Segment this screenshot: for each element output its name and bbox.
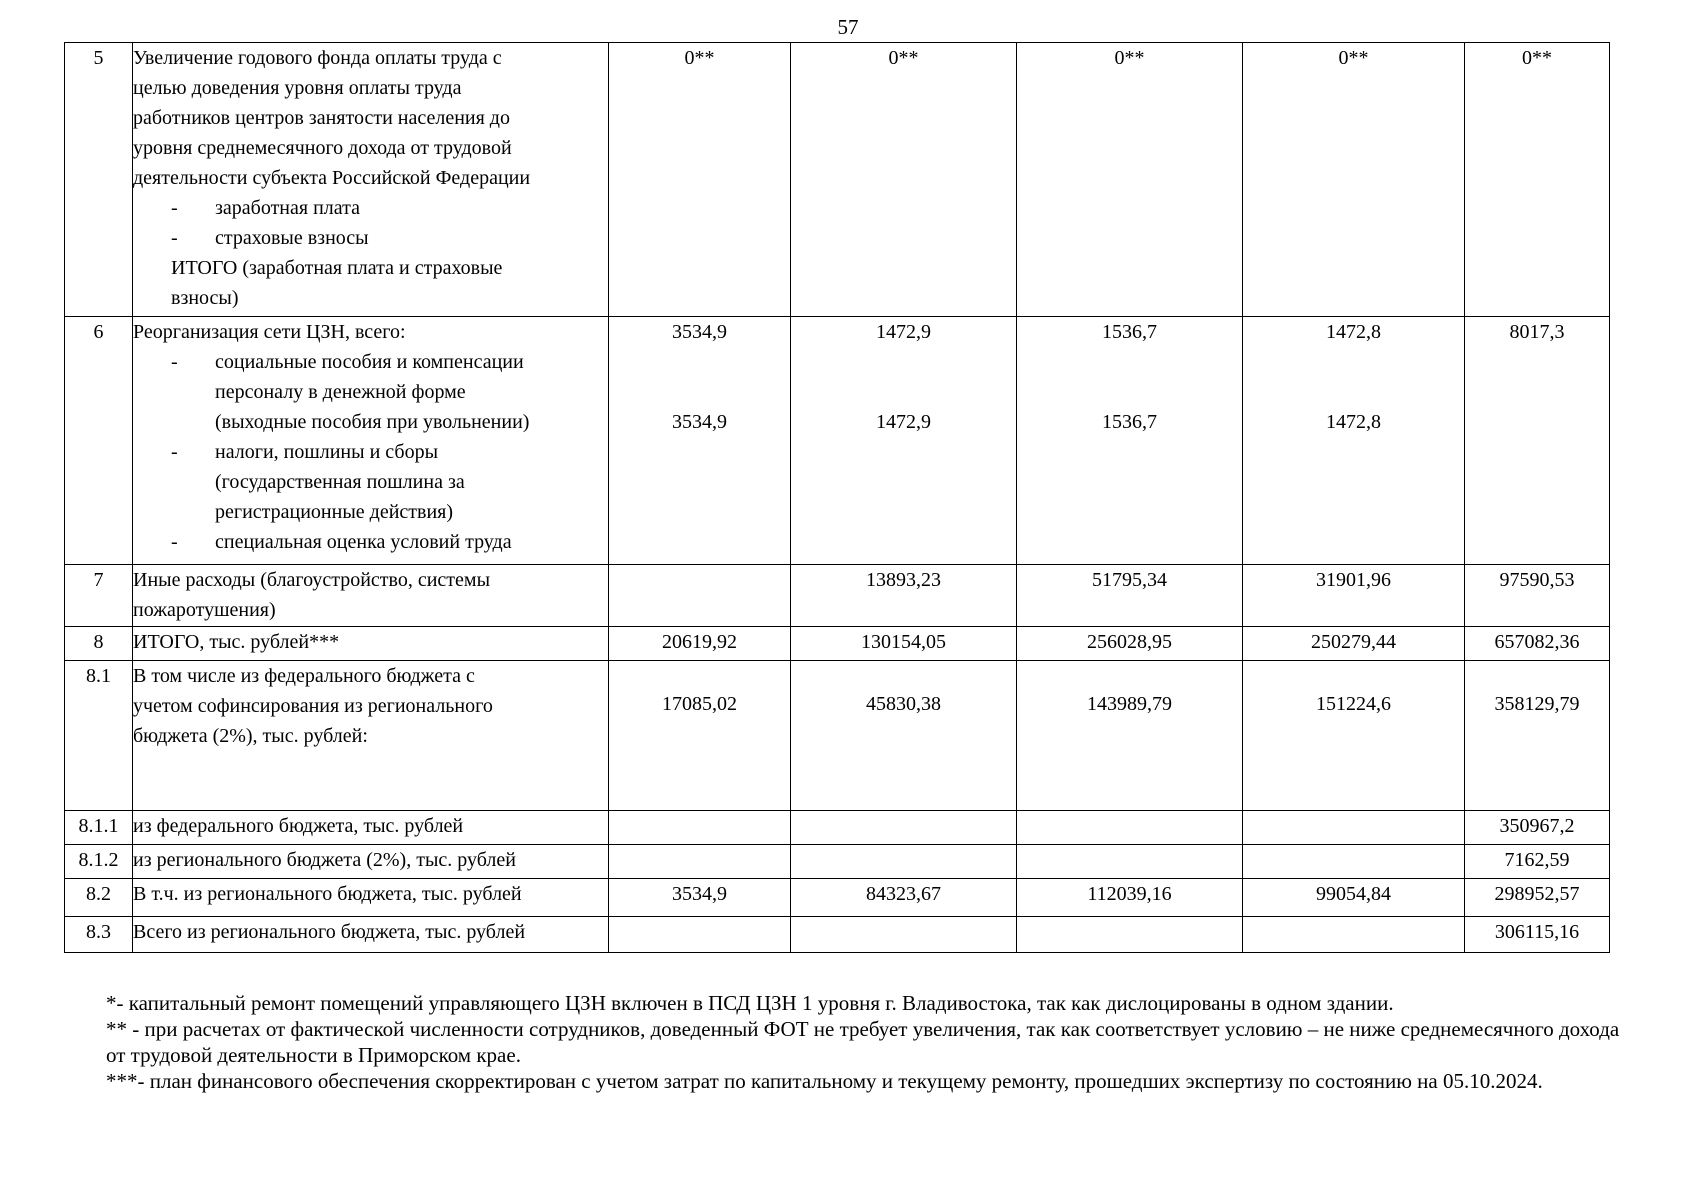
value-cell: 250279,44 [1243,627,1465,661]
row-description: Иные расходы (благоустройство, системы пожаротушения) [133,565,609,627]
row-number: 8.1 [65,661,133,811]
value-cell [609,845,791,879]
value-cell [609,565,791,627]
value-cell: 97590,53 [1465,565,1610,627]
row-description: из регионального бюджета (2%), тыс. рублей [133,845,609,879]
value-cell: 7162,59 [1465,845,1610,879]
value-cell [1017,845,1243,879]
value-cell: 350967,2 [1465,811,1610,845]
row-number: 8.2 [65,879,133,917]
value-cell: 3534,9 3534,9 [609,317,791,565]
value-cell: 84323,67 [791,879,1017,917]
value-cell [1243,811,1465,845]
budget-table [64,42,1610,953]
row-number: 8.3 [65,917,133,953]
value-cell [1017,917,1243,953]
value-cell: 1536,7 1536,7 [1017,317,1243,565]
list-item: - заработная плата [171,197,360,219]
value-cell: 143989,79 [1017,661,1243,811]
row-number: 5 [65,43,133,317]
table-row [65,43,1610,317]
table-row [65,917,1610,953]
value-cell [1243,845,1465,879]
row-number: 8 [65,627,133,661]
table-row [65,661,1610,811]
row-description: из федерального бюджета, тыс. рублей [133,811,609,845]
list-item: - страховые взносы [171,227,369,249]
value-cell: 130154,05 [791,627,1017,661]
table-row [65,627,1610,661]
value-cell: 0** [1017,43,1243,317]
table-row [65,845,1610,879]
row-number: 8.1.2 [65,845,133,879]
value-cell: 306115,16 [1465,917,1610,953]
value-cell: 51795,34 [1017,565,1243,627]
row-number: 7 [65,565,133,627]
footnote: *- капитальный ремонт помещений управляющего ЦЗН включен в ПСД ЦЗН 1 уровня г. Владивостока, так как дислоцированы в одном здании. [106,991,1394,1015]
value-cell: 8017,3 [1465,317,1610,565]
value-cell: 112039,16 [1017,879,1243,917]
value-cell [609,917,791,953]
list-item: - налоги, пошлины и сборы [171,441,439,463]
value-cell: 657082,36 [1465,627,1610,661]
value-cell: 0** [1243,43,1465,317]
row-description: Всего из регионального бюджета, тыс. рублей [133,917,609,953]
list-item: - социальные пособия и компенсации [171,351,524,373]
value-cell [609,811,791,845]
value-cell: 0** [791,43,1017,317]
value-cell: 358129,79 [1465,661,1610,811]
table-row [65,317,1610,565]
table-row [65,879,1610,917]
footnote: ***- план финансового обеспечения скорректирован с учетом затрат по капитальному и текущему ремонту, прошедших экспертизу по состоянию на 05.10.2024. [106,1069,1543,1093]
value-cell: 13893,23 [791,565,1017,627]
row-description: Реорганизация сети ЦЗН, всего: - социальные пособия и компенсации персоналу в денежной форме (выходные пособия при увольнении) - налоги, пошлины и сборы (государственная пошлина за регистрационные действия) - специальная оценка условий труда [133,317,609,565]
value-cell: 17085,02 [609,661,791,811]
value-cell: 45830,38 [791,661,1017,811]
list-item: - специальная оценка условий труда [171,531,512,553]
row-number: 8.1.1 [65,811,133,845]
footnote: ** - при расчетах от фактической численности сотрудников, доведенный ФОТ не требует увеличения, так как соответствует условию – не ниже среднемесячного дохода от трудовой деятельности в Приморском крае. [106,1017,1620,1067]
row-description: ИТОГО, тыс. рублей*** [133,627,609,661]
value-cell: 31901,96 [1243,565,1465,627]
value-cell: 20619,92 [609,627,791,661]
table-row [65,811,1610,845]
value-cell [1017,811,1243,845]
value-cell [791,845,1017,879]
value-cell: 1472,8 1472,8 [1243,317,1465,565]
value-cell: 298952,57 [1465,879,1610,917]
row-description: Увеличение годового фонда оплаты труда с целью доведения уровня оплаты труда работников центров занятости населения до уровня среднемесячного дохода от трудовой деятельности субъекта Российской Федерации - заработная плата - страховые взносы ИТОГО (заработная плата и страховые взносы) [133,43,609,317]
value-cell: 99054,84 [1243,879,1465,917]
value-cell: 151224,6 [1243,661,1465,811]
footnotes [106,990,1626,1094]
row-description: В т.ч. из регионального бюджета, тыс. рублей [133,879,609,917]
value-cell: 0** [609,43,791,317]
value-cell: 256028,95 [1017,627,1243,661]
row-description: В том числе из федерального бюджета с учетом софинсирования из регионального бюджета (2%), тыс. рублей: [133,661,609,811]
value-cell [791,917,1017,953]
value-cell: 1472,9 1472,9 [791,317,1017,565]
value-cell: 0** [1465,43,1610,317]
page-number: 57 [837,15,859,39]
table-row [65,565,1610,627]
row-number: 6 [65,317,133,565]
value-cell [791,811,1017,845]
value-cell: 3534,9 [609,879,791,917]
value-cell [1243,917,1465,953]
